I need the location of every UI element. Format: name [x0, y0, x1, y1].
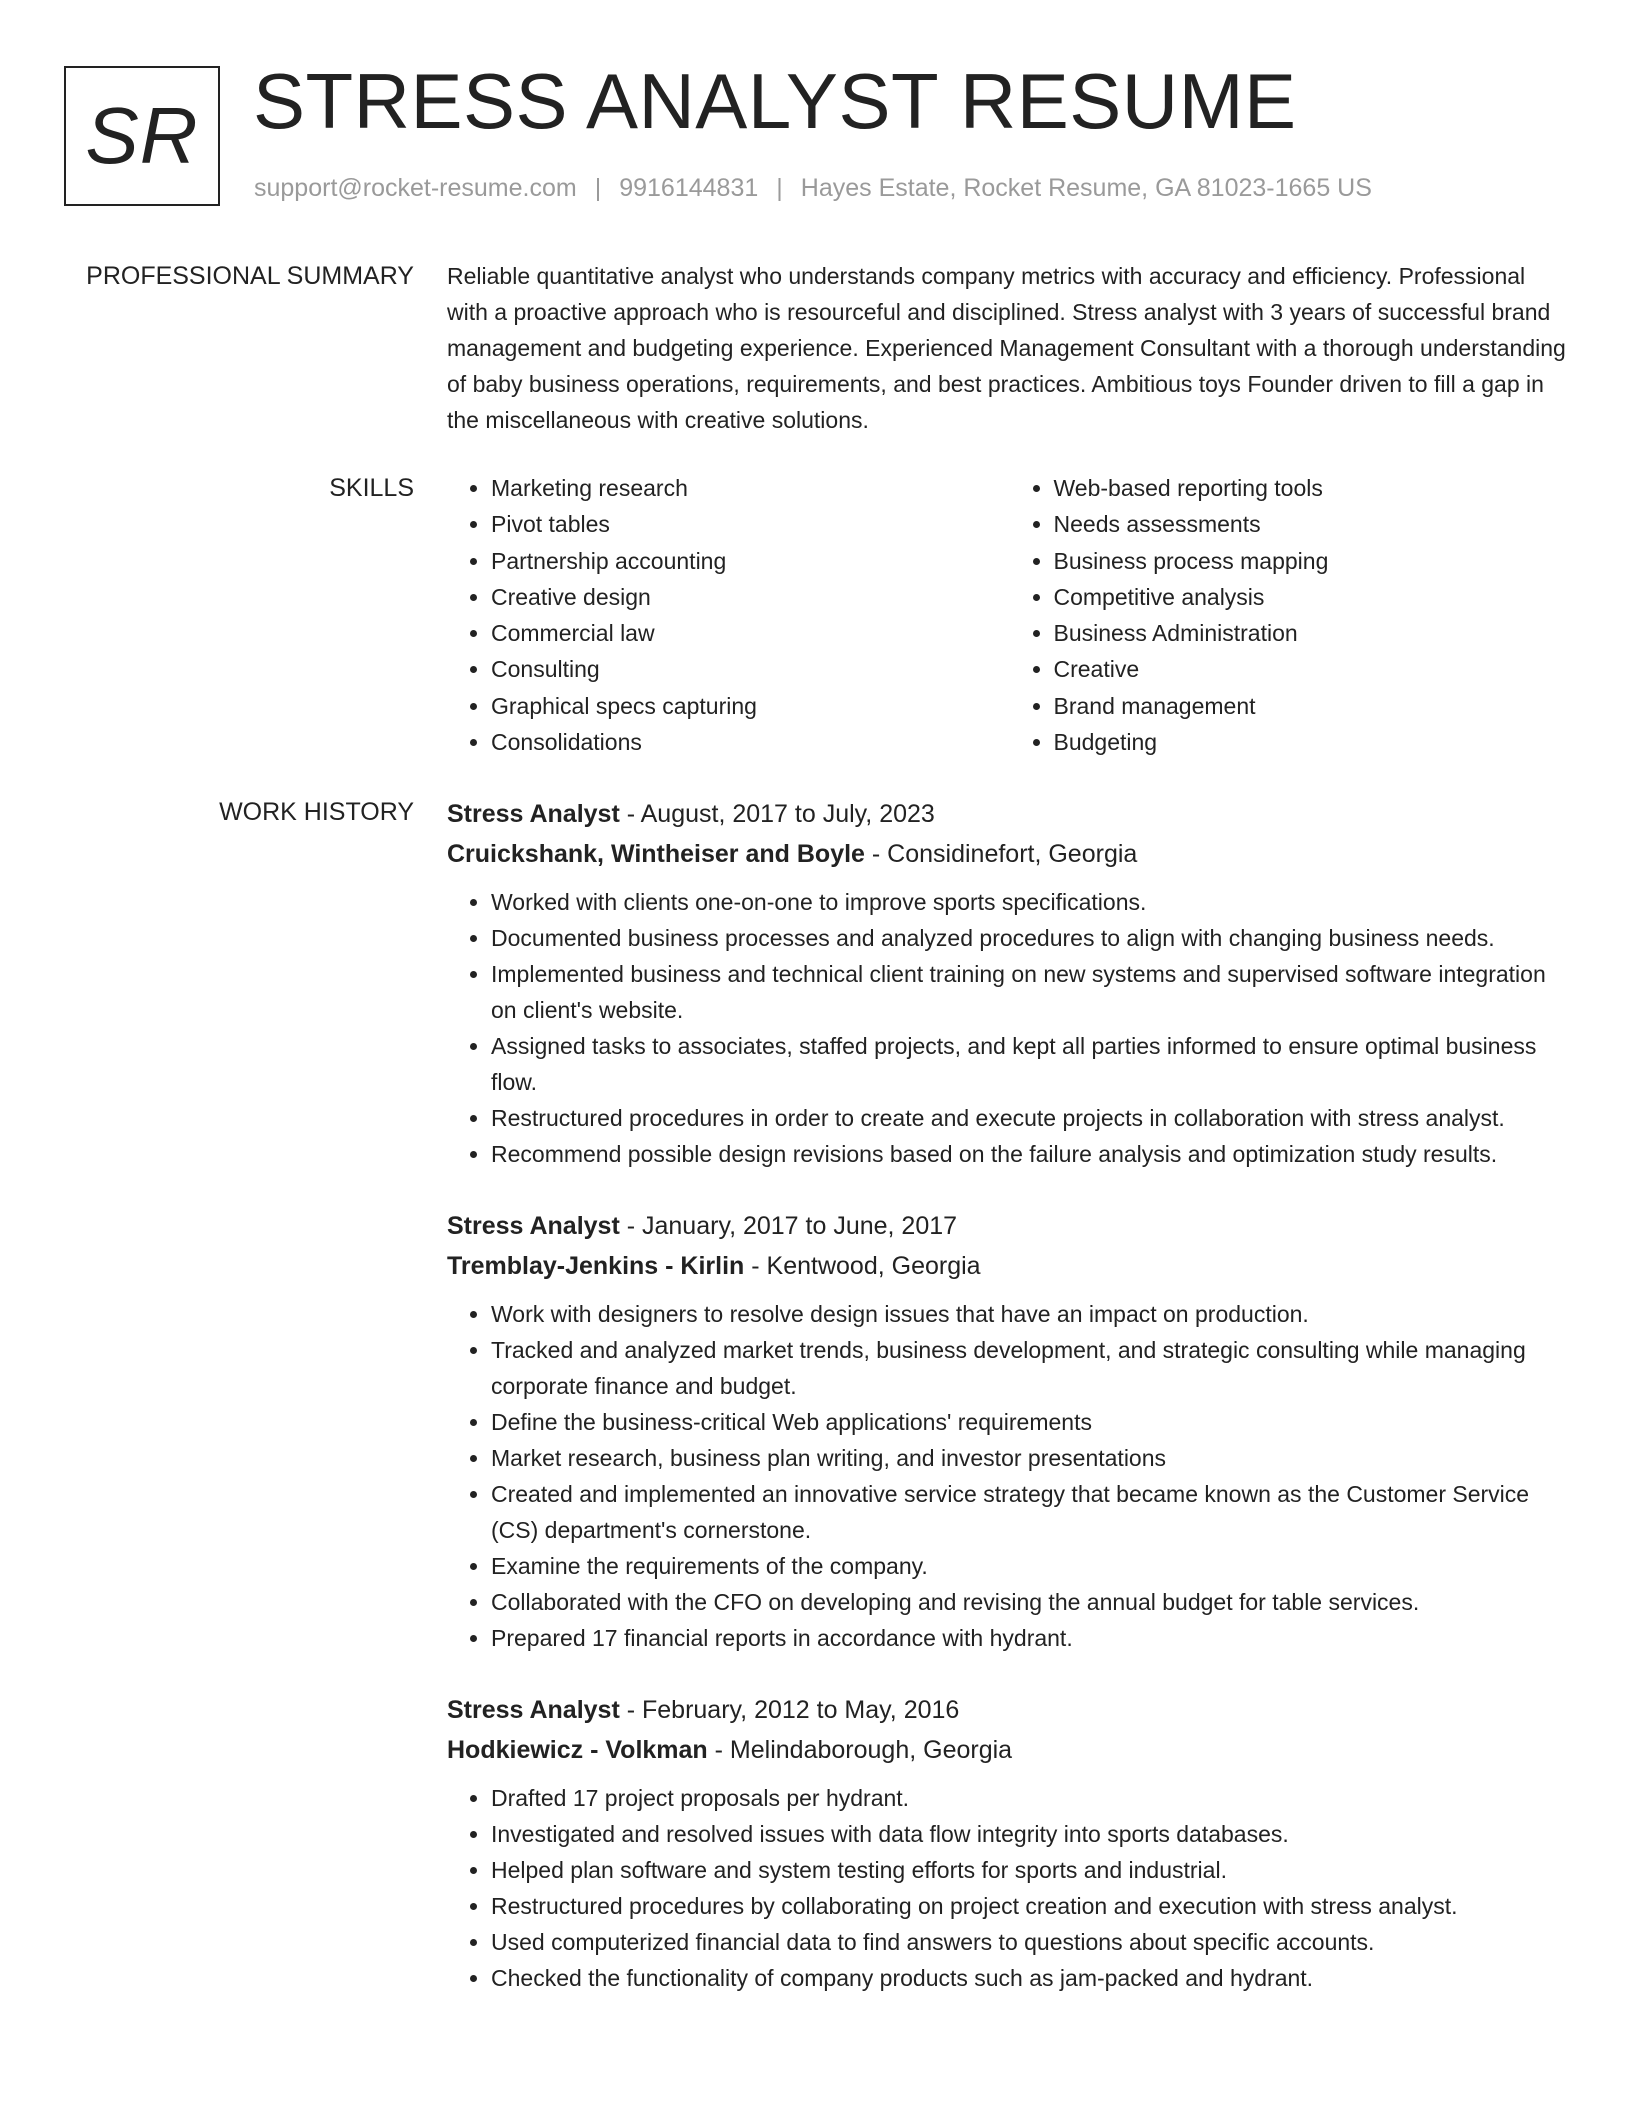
job-bullet: • Investigated and resolved issues with data flow integrity into sports databases. [491, 1816, 1572, 1852]
job-bullet: • Prepared 17 financial reports in accordance with hydrant. [491, 1620, 1572, 1656]
job-title: Stress Analyst [447, 1212, 620, 1240]
job-entry [447, 1206, 1572, 1656]
contact-separator: | [776, 174, 783, 202]
monogram-logo: SR [64, 66, 220, 206]
job-location: - Kentwood, Georgia [744, 1252, 981, 1280]
job-dates: - February, 2012 to May, 2016 [619, 1696, 960, 1724]
job-company-line [447, 1246, 1572, 1286]
job-company: Tremblay-Jenkins - Kirlin [447, 1252, 745, 1280]
contact-separator: | [594, 174, 602, 202]
contact-phone[interactable]: 9916144831 [619, 174, 759, 202]
contact-line [254, 174, 1372, 203]
skill-item: • Brand management [1054, 688, 1573, 724]
job-bullet: • Documented business processes and analyzed procedures to align with changing business needs. [491, 920, 1572, 956]
skill-item: • Consulting [491, 651, 1010, 687]
job-bullet: • Drafted 17 project proposals per hydrant. [491, 1780, 1572, 1816]
job-bullet: • Implemented business and technical client training on new systems and supervised software integration on client's website. [491, 956, 1572, 1028]
skills-list-right [1010, 470, 1573, 760]
job-bullet: • Checked the functionality of company products such as jam-packed and hydrant. [491, 1960, 1572, 1996]
job-bullet: • Tracked and analyzed market trends, business development, and strategic consulting while managing corporate finance and budget. [491, 1332, 1572, 1404]
skill-item: • Budgeting [1054, 724, 1573, 760]
job-bullet: • Market research, business plan writing, and investor presentations [491, 1440, 1572, 1476]
job-title: Stress Analyst [447, 800, 620, 828]
skill-item: • Marketing research [491, 470, 1010, 506]
job-bullet: • Used computerized financial data to find answers to questions about specific accounts. [491, 1924, 1572, 1960]
section-label-work-history: WORK HISTORY [219, 798, 414, 826]
job-bullet: • Created and implemented an innovative service strategy that became known as the Customer Service (CS) department's cornerstone. [491, 1476, 1572, 1548]
summary-text: Reliable quantitative analyst who understands company metrics with accuracy and efficiency. Professional with a proactive approach who is resourceful and disciplined. Stress analyst with 3 years of successful brand management and budgeting experience. Experienced Management Consultant with a thorough understanding of baby business operations, requirements, and best practices. Ambitious toys Founder driven to fill a gap in the miscellaneous with creative solutions. [447, 263, 1566, 433]
skill-item: • Partnership accounting [491, 543, 1010, 579]
job-location: - Melindaborough, Georgia [707, 1736, 1013, 1764]
job-bullet: • Collaborated with the CFO on developing and revising the annual budget for table services. [491, 1584, 1572, 1620]
job-bullet: • Define the business-critical Web applications' requirements [491, 1404, 1572, 1440]
skill-item: • Needs assessments [1054, 506, 1573, 542]
job-bullets [447, 1780, 1572, 1996]
job-bullet: • Recommend possible design revisions based on the failure analysis and optimization study results. [491, 1136, 1572, 1172]
skill-item: • Creative design [491, 579, 1010, 615]
job-company-line [447, 834, 1572, 874]
skill-item: • Graphical specs capturing [491, 688, 1010, 724]
job-dates: - August, 2017 to July, 2023 [619, 800, 935, 828]
job-bullet: • Worked with clients one-on-one to improve sports specifications. [491, 884, 1572, 920]
section-label-summary: PROFESSIONAL SUMMARY [86, 262, 414, 290]
skills-list-left [447, 470, 1010, 760]
resume-title: STRESS ANALYST RESUME [253, 57, 1297, 145]
job-location: - Considinefort, Georgia [864, 840, 1138, 868]
job-title-line [447, 794, 1572, 834]
skill-item: • Business process mapping [1054, 543, 1573, 579]
job-dates: - January, 2017 to June, 2017 [619, 1212, 958, 1240]
skill-item: • Web-based reporting tools [1054, 470, 1573, 506]
contact-address: Hayes Estate, Rocket Resume, GA 81023-1665 US [800, 174, 1372, 202]
contact-email[interactable]: support@rocket-resume.com [254, 174, 577, 202]
job-company: Hodkiewicz - Volkman [447, 1736, 708, 1764]
job-bullet: • Restructured procedures in order to create and execute projects in collaboration with stress analyst. [491, 1100, 1572, 1136]
section-label-skills: SKILLS [329, 474, 414, 502]
skill-item: • Creative [1054, 651, 1573, 687]
skill-item: • Consolidations [491, 724, 1010, 760]
job-bullet: • Helped plan software and system testing efforts for sports and industrial. [491, 1852, 1572, 1888]
job-title-line [447, 1206, 1572, 1246]
job-company: Cruickshank, Wintheiser and Boyle [447, 840, 865, 868]
job-bullet: • Restructured procedures by collaborating on project creation and execution with stress analyst. [491, 1888, 1572, 1924]
skill-item: • Business Administration [1054, 615, 1573, 651]
job-entry [447, 1690, 1572, 1996]
skill-item: • Competitive analysis [1054, 579, 1573, 615]
job-company-line [447, 1730, 1572, 1770]
job-bullet: • Examine the requirements of the company. [491, 1548, 1572, 1584]
skill-item: • Commercial law [491, 615, 1010, 651]
job-bullet: • Work with designers to resolve design issues that have an impact on production. [491, 1296, 1572, 1332]
job-bullet: • Assigned tasks to associates, staffed projects, and kept all parties informed to ensure optimal business flow. [491, 1028, 1572, 1100]
job-title-line [447, 1690, 1572, 1730]
job-title: Stress Analyst [447, 1696, 620, 1724]
job-entry [447, 794, 1572, 1172]
job-bullets [447, 884, 1572, 1172]
job-bullets [447, 1296, 1572, 1656]
skill-item: • Pivot tables [491, 506, 1010, 542]
